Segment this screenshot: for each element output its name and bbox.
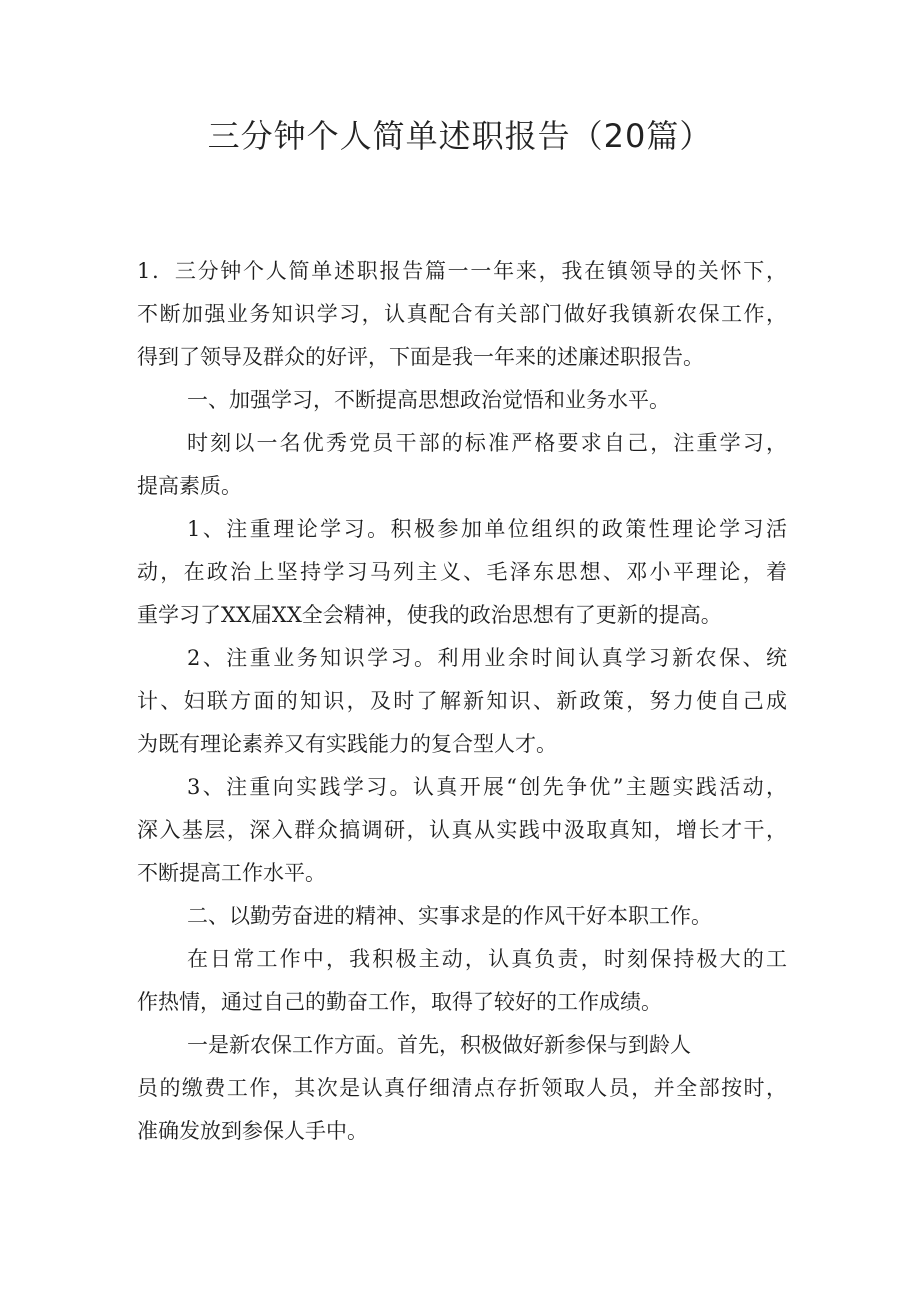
text-line: 一是新农保工作方面。首先，积极做好新参保与到龄人: [187, 1033, 691, 1057]
text-line: 1．三分钟个人简单述职报告篇一一年来，我在镇领导的关怀下，: [137, 259, 787, 283]
text-line: 一、加强学习，不断提高思想政治觉悟和业务水平。: [187, 388, 670, 412]
text-line: 得到了领导及群众的好评，下面是我一年来的述廉述职报告。: [137, 345, 704, 369]
text-line: 不断加强业务知识学习，认真配合有关部门做好我镇新农保工作，: [137, 302, 787, 326]
text-line: 提高素质。: [137, 474, 242, 498]
text-line: 计、妇联方面的知识，及时了解新知识、新政策，努力使自己成: [137, 689, 787, 713]
document-body: [137, 250, 787, 1153]
text-line: 2、注重业务知识学习。利用业余时间认真学习新农保、统: [187, 646, 787, 670]
text-line: 深入基层，深入群众搞调研，认真从实践中汲取真知，增长才干，: [137, 818, 787, 842]
text-line: 不断提高工作水平。: [137, 861, 326, 885]
text-line: 二、以勤劳奋进的精神、实事求是的作风干好本职工作。: [187, 904, 712, 928]
text-line: 3、注重向实践学习。认真开展“创先争优”主题实践活动，: [187, 775, 787, 799]
text-line: 为既有理论素养又有实践能力的复合型人才。: [137, 732, 557, 756]
text-line: 作热情，通过自己的勤奋工作，取得了较好的工作成绩。: [137, 990, 662, 1014]
document-title: 三分钟个人简单述职报告（20篇）: [207, 117, 713, 155]
text-line: 员的缴费工作，其次是认真仔细清点存折领取人员，并全部按时，: [137, 1076, 787, 1100]
text-line: 时刻以一名优秀党员干部的标准严格要求自己，注重学习，: [187, 431, 787, 455]
text-line: 在日常工作中，我积极主动，认真负责，时刻保持极大的工: [187, 947, 787, 971]
text-line: 准确发放到参保人手中。: [137, 1119, 368, 1143]
text-line: 重学习了XX届XX全会精神，使我的政治思想有了更新的提高。: [137, 603, 722, 627]
text-line: 1、注重理论学习。积极参加单位组织的政策性理论学习活: [187, 517, 787, 541]
text-line: 动，在政治上坚持学习马列主义、毛泽东思想、邓小平理论，着: [137, 560, 787, 584]
